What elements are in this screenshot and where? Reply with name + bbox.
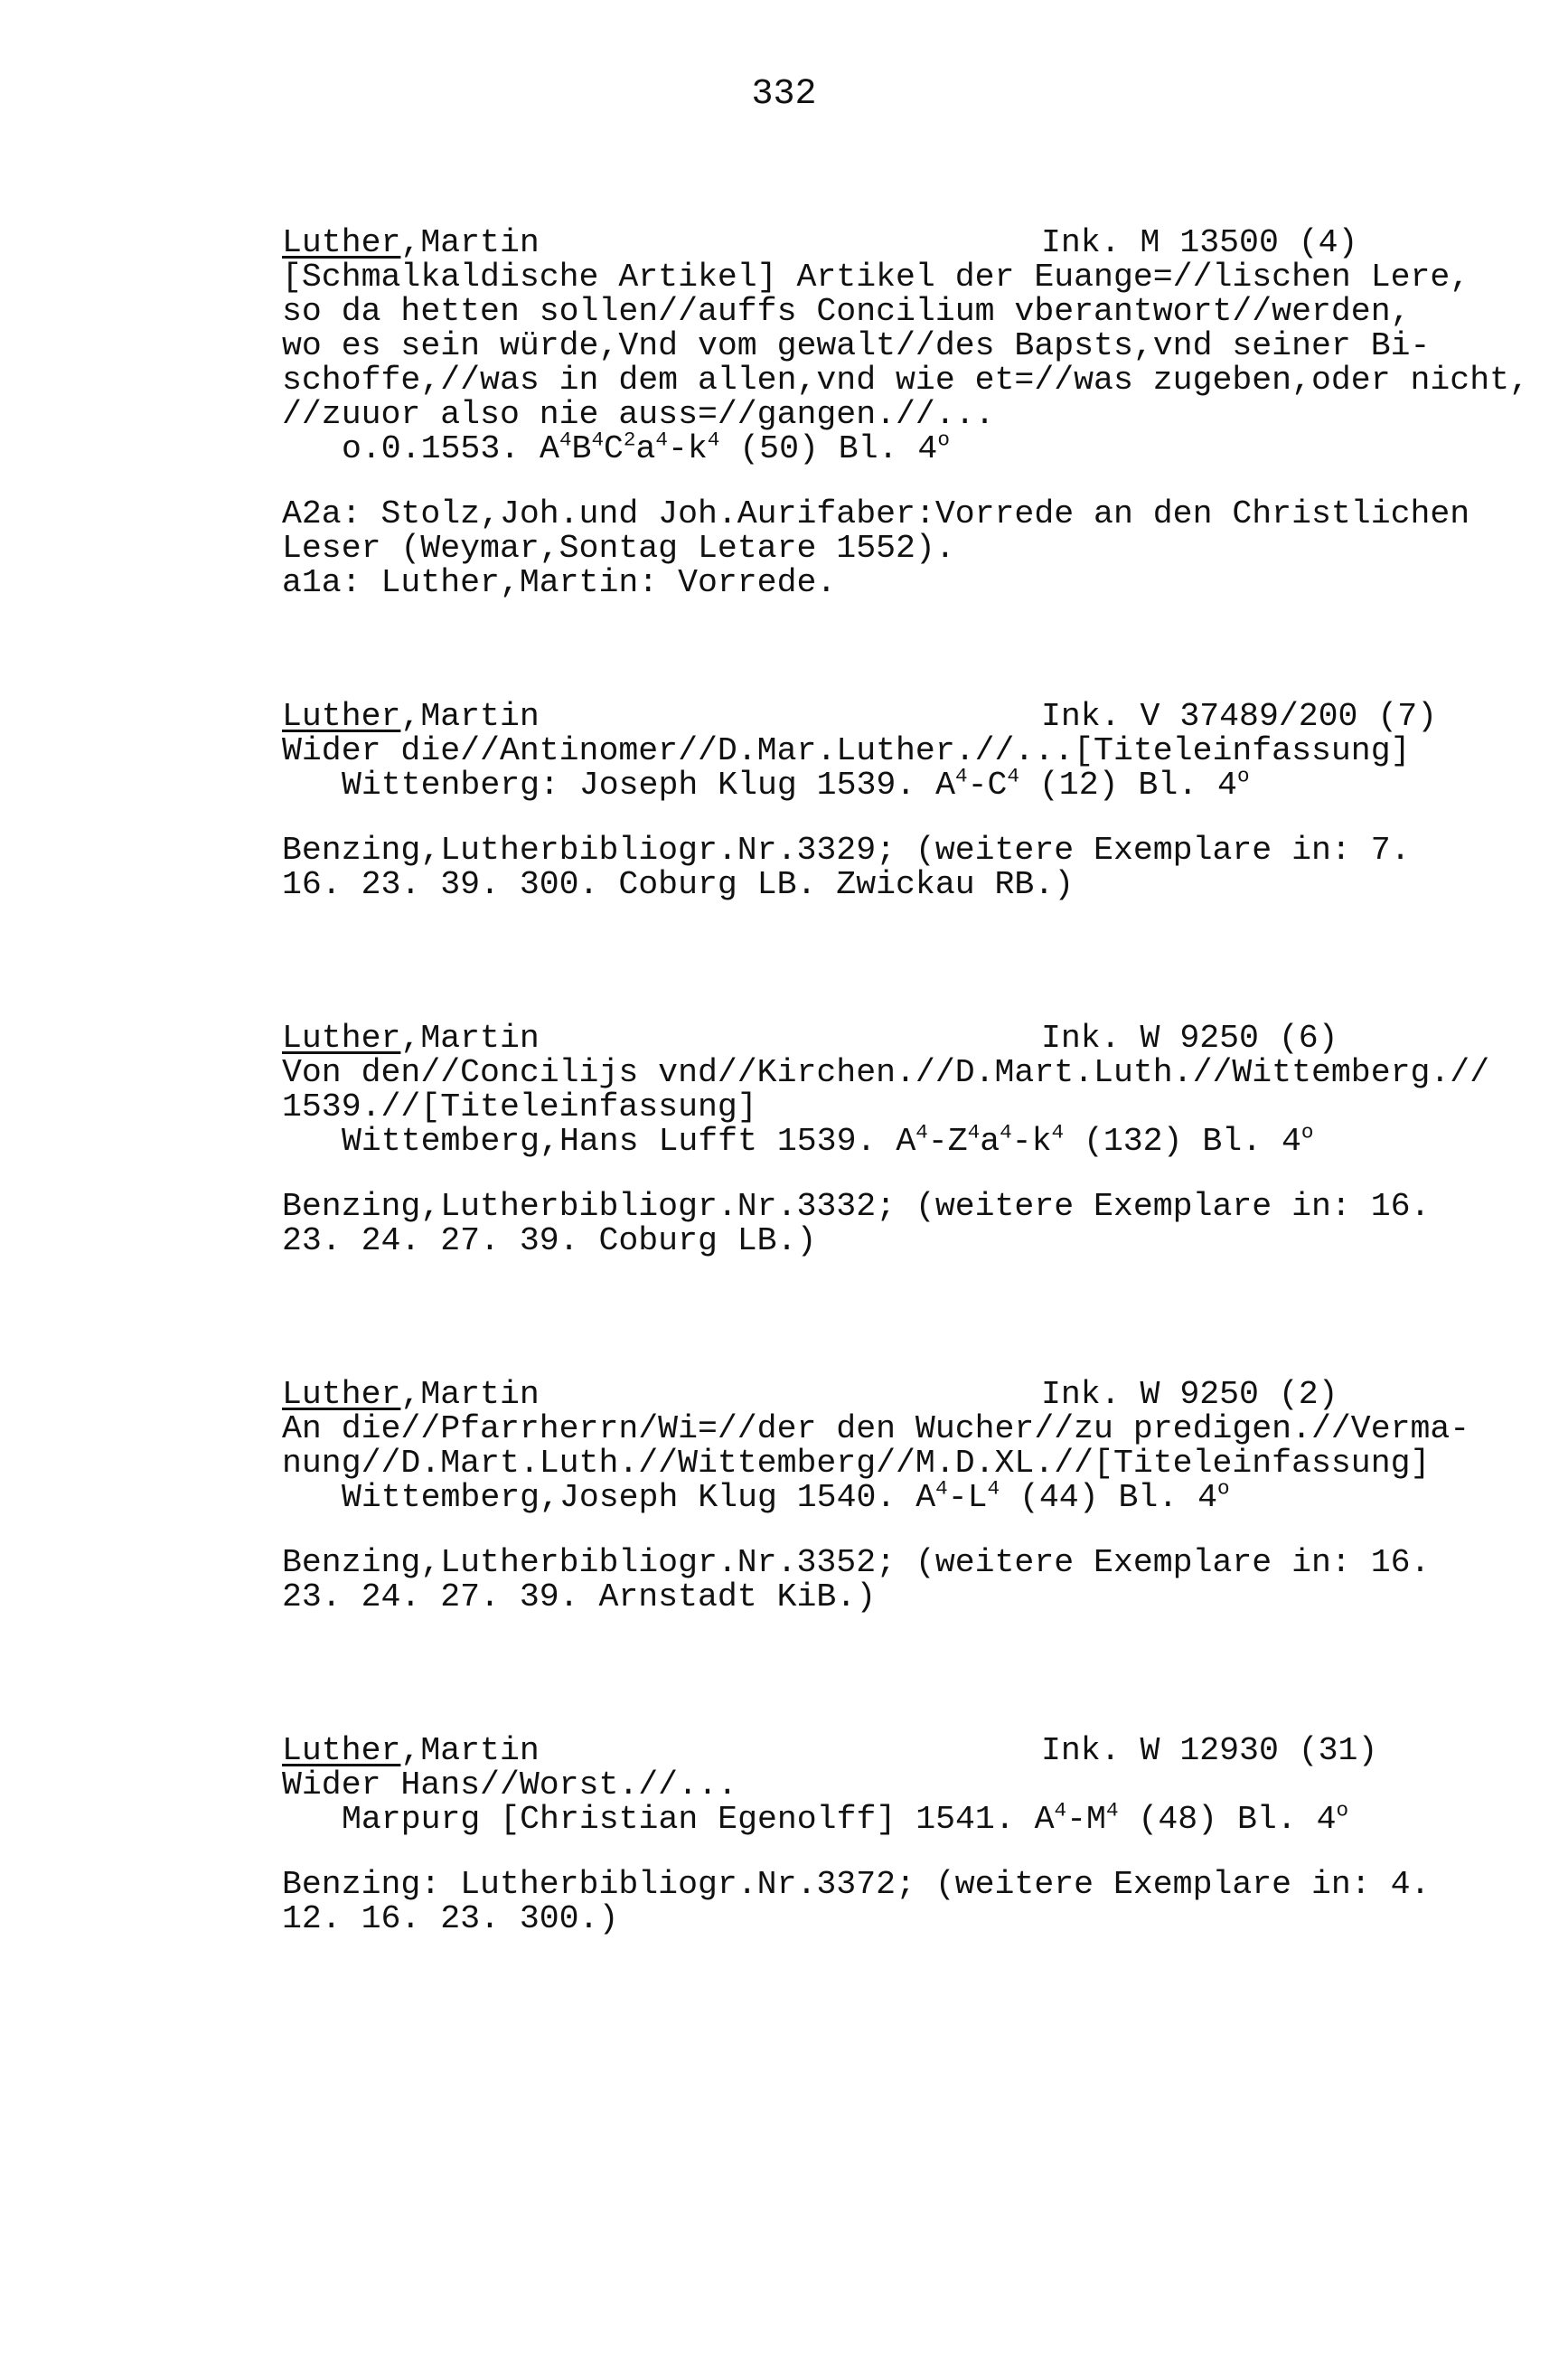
- collation: [896, 1120, 1065, 1160]
- title-line: Wider Hans//Worst.//...: [282, 1766, 737, 1804]
- format-number: 4: [917, 430, 938, 467]
- shelfmark: Ink. V 37489/200 (7): [1041, 698, 1438, 735]
- entry-heading: [282, 226, 1484, 260]
- format-number: 4: [1217, 767, 1237, 804]
- imprint-place-date: Wittemberg,Hans Lufft 1539.: [342, 1123, 877, 1160]
- author-forename: ,Martin: [400, 1376, 540, 1413]
- collation: [935, 764, 1019, 804]
- collation-signature: a: [635, 430, 656, 467]
- note-line: Benzing: Lutherbibliogr.Nr.3372; (weitere Exemplare in: 4.: [282, 1866, 1431, 1903]
- title-line: nung//D.Mart.Luth.//Wittemberg//M.D.XL.//[Titeleinfassung]: [282, 1445, 1431, 1482]
- entry-notes: [282, 1546, 1484, 1615]
- collation-superscript: 4: [915, 1120, 928, 1144]
- author-forename: ,Martin: [400, 224, 540, 261]
- collation-signature: A: [1034, 1801, 1055, 1838]
- entry-notes: [282, 1868, 1484, 1936]
- format: [1197, 1476, 1230, 1516]
- collation-superscript: 4: [591, 428, 605, 452]
- shelfmark: Ink. W 9250 (6): [1041, 1020, 1338, 1057]
- author-name: [282, 226, 540, 260]
- format: [1217, 764, 1250, 804]
- title-line: //zuuor also nie auss=//gangen.//...: [282, 396, 995, 433]
- collation-superscript: 4: [1007, 764, 1019, 788]
- author-surname: Luther: [282, 1376, 401, 1413]
- collation-superscript: 2: [623, 428, 636, 452]
- title-line: An die//Pfarrherrn/Wi=//der den Wucher//zu predigen.//Verma-: [282, 1410, 1470, 1447]
- note-line: a1a: Luther,Martin: Vorrede.: [282, 564, 837, 601]
- author-name: [282, 1378, 540, 1412]
- entry-notes: [282, 497, 1484, 600]
- format-number: 4: [1282, 1123, 1301, 1160]
- format-superscript: o: [1336, 1798, 1349, 1822]
- note-line: Benzing,Lutherbibliogr.Nr.3329; (weitere Exemplare in: 7.: [282, 832, 1411, 869]
- note-line: Leser (Weymar,Sontag Letare 1552).: [282, 530, 955, 567]
- imprint-place-date: Wittenberg: Joseph Klug 1539.: [342, 767, 916, 804]
- format-superscript: o: [1236, 764, 1250, 788]
- title-line: [Schmalkaldische Artikel] Artikel der Euange=//lischen Lere,: [282, 259, 1470, 296]
- entry-heading: [282, 1022, 1484, 1056]
- entry-notes: [282, 834, 1484, 902]
- note-line: 12. 16. 23. 300.): [282, 1900, 619, 1937]
- catalog-entry: [282, 224, 1529, 601]
- catalog-entry: [282, 1020, 1490, 1259]
- collation-signature: -L: [947, 1479, 988, 1516]
- imprint-place-date: Wittemberg,Joseph Klug 1540.: [342, 1479, 897, 1516]
- collation: [915, 1476, 1000, 1516]
- format-number: 4: [1197, 1479, 1218, 1516]
- entry-notes: [282, 1190, 1484, 1258]
- imprint-line: [282, 1798, 1484, 1838]
- entry-heading: [282, 700, 1484, 734]
- author-forename: ,Martin: [400, 1732, 540, 1769]
- format: [1282, 1120, 1314, 1160]
- title-line: schoffe,//was in dem allen,vnd wie et=//was zugeben,oder nicht,: [282, 362, 1529, 399]
- imprint-place-date: Marpurg [Christian Egenolff] 1541.: [342, 1801, 1015, 1838]
- page-number: 332: [751, 74, 817, 115]
- catalog-entries: [282, 224, 1529, 1937]
- entry-heading: [282, 1734, 1484, 1768]
- imprint-line: [282, 1476, 1484, 1516]
- collation-superscript: 4: [559, 428, 572, 452]
- format-number: 4: [1316, 1801, 1337, 1838]
- collation-signature: -Z: [927, 1123, 968, 1160]
- format-superscript: o: [937, 428, 950, 452]
- collation-signature: -C: [967, 767, 1008, 804]
- shelfmark: Ink. M 13500 (4): [1041, 224, 1358, 261]
- collation-superscript: 4: [967, 1120, 981, 1144]
- entry-heading: [282, 1378, 1484, 1412]
- collation-signature: A: [896, 1123, 916, 1160]
- collation-superscript: 4: [707, 428, 720, 452]
- collation-signature: -k: [1011, 1123, 1052, 1160]
- leaf-count: (50) Bl.: [739, 430, 898, 467]
- title-line: so da hetten sollen//auffs Concilium vberantwort//werden,: [282, 293, 1411, 330]
- collation-signature: B: [571, 430, 592, 467]
- format-superscript: o: [1300, 1120, 1314, 1144]
- note-line: 23. 24. 27. 39. Coburg LB.): [282, 1222, 817, 1259]
- title-line: 1539.//[Titeleinfassung]: [282, 1088, 757, 1125]
- author-name: [282, 1022, 540, 1056]
- collation-superscript: 4: [1000, 1120, 1012, 1144]
- note-line: 23. 24. 27. 39. Arnstadt KiB.): [282, 1578, 877, 1615]
- collation-superscript: 4: [987, 1476, 1000, 1501]
- collation-signature: a: [980, 1123, 1000, 1160]
- author-forename: ,Martin: [400, 1020, 540, 1057]
- collation: [540, 430, 719, 467]
- author-surname: Luther: [282, 1020, 401, 1057]
- collation-superscript: 4: [935, 1476, 948, 1501]
- collation-signature: A: [915, 1479, 936, 1516]
- imprint-place-date: o.0.1553.: [342, 430, 521, 467]
- imprint-line: [282, 764, 1484, 804]
- leaf-count: (44) Bl.: [1019, 1479, 1178, 1516]
- shelfmark: Ink. W 12930 (31): [1041, 1732, 1378, 1769]
- title-line: Von den//Concilijs vnd//Kirchen.//D.Mart.Luth.//Wittemberg.//: [282, 1054, 1490, 1091]
- note-line: Benzing,Lutherbibliogr.Nr.3352; (weitere Exemplare in: 16.: [282, 1544, 1431, 1581]
- collation-superscript: 4: [655, 428, 668, 452]
- author-surname: Luther: [282, 1732, 401, 1769]
- author-surname: Luther: [282, 698, 401, 735]
- leaf-count: (132) Bl.: [1083, 1123, 1263, 1160]
- title-line: Wider die//Antinomer//D.Mar.Luther.//...[Titeleinfassung]: [282, 732, 1411, 769]
- imprint-line: [282, 1120, 1484, 1160]
- format: [917, 430, 949, 467]
- catalog-entry: [282, 1734, 1484, 1936]
- collation-signature: -M: [1066, 1801, 1106, 1838]
- shelfmark: Ink. W 9250 (2): [1041, 1376, 1338, 1413]
- collation-signature: A: [935, 767, 956, 804]
- collation-superscript: 4: [1051, 1120, 1065, 1144]
- collation-superscript: 4: [955, 764, 968, 788]
- collation: [1034, 1798, 1119, 1838]
- collation-signature: C: [604, 430, 624, 467]
- collation-signature: -k: [667, 430, 708, 467]
- leaf-count: (12) Bl.: [1038, 767, 1198, 804]
- format-superscript: o: [1217, 1476, 1230, 1501]
- catalog-entry: [282, 1378, 1484, 1615]
- note-line: 16. 23. 39. 300. Coburg LB. Zwickau RB.): [282, 866, 1075, 903]
- author-name: [282, 700, 540, 734]
- format: [1316, 1798, 1349, 1838]
- collation-superscript: 4: [1105, 1798, 1119, 1822]
- note-line: Benzing,Lutherbibliogr.Nr.3332; (weitere Exemplare in: 16.: [282, 1188, 1431, 1225]
- author-surname: Luther: [282, 224, 401, 261]
- collation-signature: A: [540, 430, 559, 467]
- title-line: wo es sein würde,Vnd vom gewalt//des Bapsts,vnd seiner Bi-: [282, 327, 1431, 364]
- leaf-count: (48) Bl.: [1138, 1801, 1297, 1838]
- note-line: A2a: Stolz,Joh.und Joh.Aurifaber:Vorrede an den Christlichen: [282, 495, 1470, 532]
- collation-superscript: 4: [1054, 1798, 1067, 1822]
- author-forename: ,Martin: [400, 698, 540, 735]
- imprint-line: [282, 428, 1484, 467]
- author-name: [282, 1734, 540, 1768]
- catalog-entry: [282, 700, 1484, 902]
